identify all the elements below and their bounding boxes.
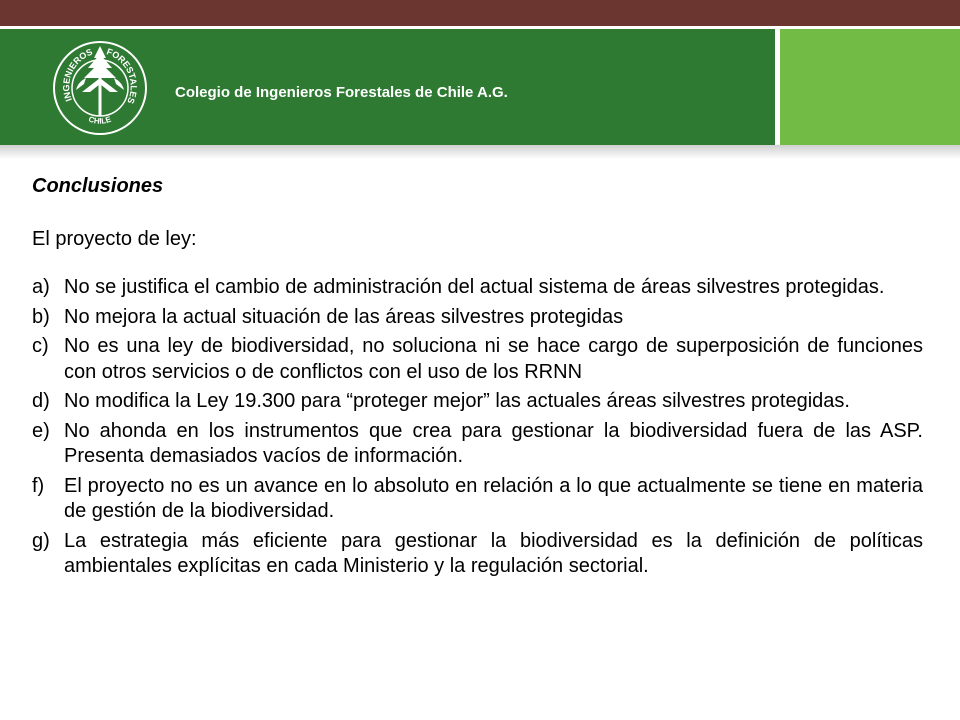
list-item — [32, 275, 923, 301]
list-item — [32, 474, 923, 525]
top-bar — [0, 0, 960, 26]
list-item — [32, 389, 923, 415]
list-item-text: No modifica la Ley 19.300 para “proteger mejor” las actuales áreas silvestres protegidas. — [64, 390, 850, 412]
list-marker: c) — [32, 335, 49, 357]
list-marker: d) — [32, 390, 50, 412]
header-accent-block — [780, 29, 960, 145]
list-item-text: No mejora la actual situación de las áreas silvestres protegidas — [64, 305, 624, 328]
list-item-text: No es una ley de biodiversidad, no soluciona ni se hace cargo de superposición de funciones con otros servicios o de conflictos con el uso de los RRNN — [64, 335, 923, 383]
organization-name: Colegio de Ingenieros Forestales de Chile A.G. — [175, 84, 508, 101]
list-item — [32, 305, 923, 331]
list-item-text: El proyecto no es un avance en lo absoluto en relación a lo que actualmente se tiene en materia de gestión de la biodiversidad. — [64, 474, 923, 522]
conclusions-list — [32, 275, 923, 580]
list-marker: e) — [32, 419, 50, 442]
logo-text-right: FORESTALES — [105, 46, 139, 106]
list-marker: f) — [32, 474, 45, 497]
list-marker: g) — [32, 529, 50, 552]
header-shadow — [0, 145, 960, 159]
list-item — [32, 529, 923, 580]
slide-content — [32, 170, 923, 584]
intro-text: El proyecto de ley: — [32, 228, 197, 250]
list-marker: a) — [32, 276, 50, 298]
list-item — [32, 419, 923, 470]
slide-title: Conclusiones — [32, 175, 164, 197]
organization-logo — [50, 38, 150, 136]
list-item — [32, 334, 923, 385]
list-item-text: No se justifica el cambio de administración del actual sistema de áreas silvestres protegidas. — [64, 276, 885, 298]
list-item-text: La estrategia más eficiente para gestionar la biodiversidad es la definición de políticas ambientales explícitas en cada Ministerio y la regulación sectorial. — [64, 529, 923, 577]
list-marker: b) — [32, 305, 50, 328]
logo-text-left: INGENIEROS — [61, 46, 94, 103]
list-item-text: No ahonda en los instrumentos que crea para gestionar la biodiversidad fuera de las ASP. Presenta demasiados vacíos de información. — [64, 419, 923, 467]
logo-text-bottom: CHILE — [87, 114, 113, 126]
